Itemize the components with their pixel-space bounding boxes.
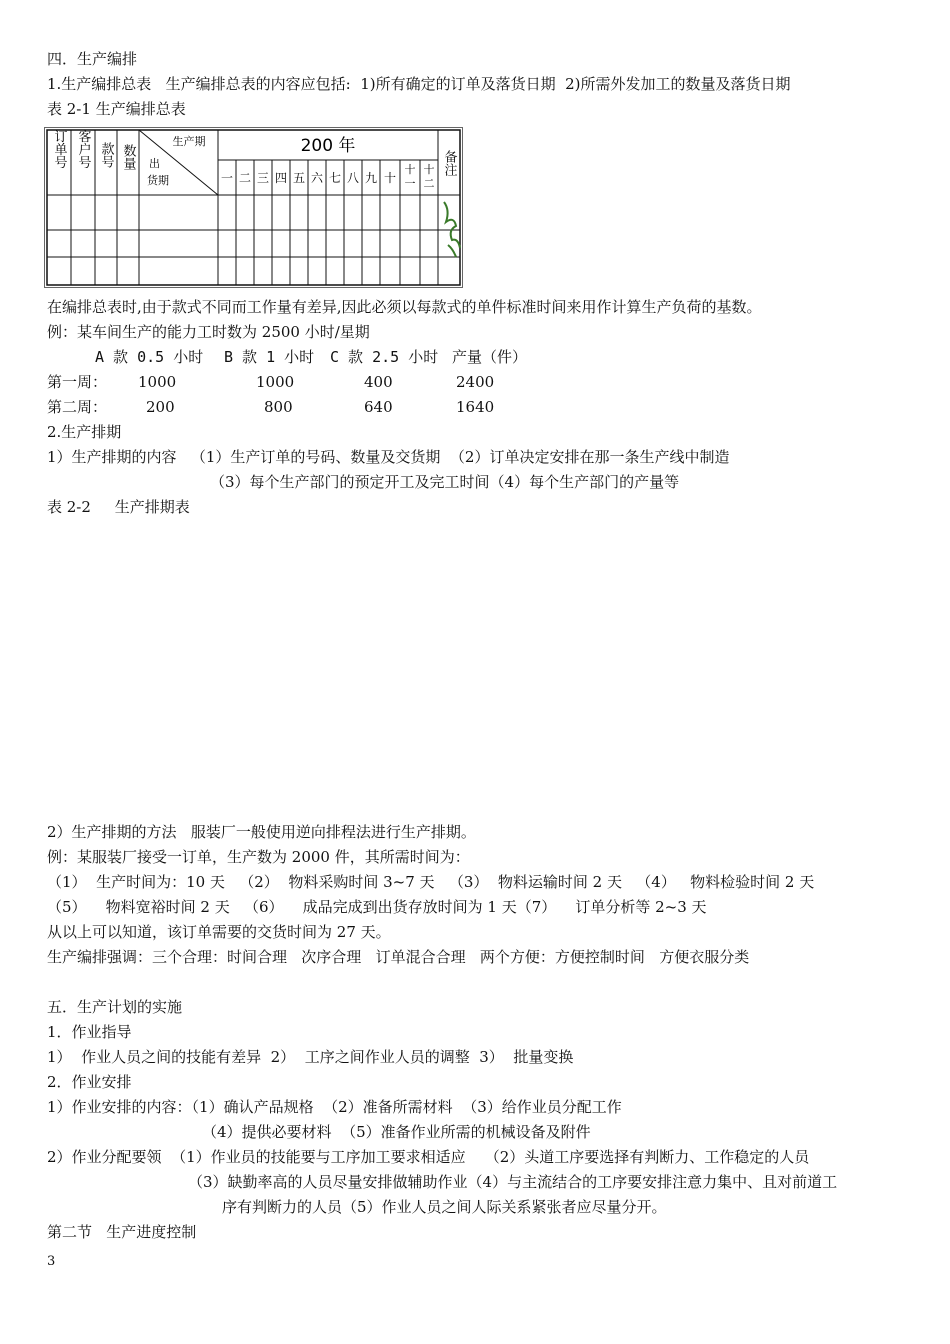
paragraph: 1） 作业人员之间的技能有差异 2） 工序之间作业人员的调整 3） 批量变换	[47, 1048, 574, 1066]
paragraph: （5） 物料宽裕时间 2 天 （6） 成品完成到出货存放时间为 1 天（7） 订单分析等 2~3 天	[47, 898, 707, 916]
paragraph: （4）提供必要材料 （5）准备作业所需的机械设备及附件	[202, 1123, 591, 1141]
paragraph: 在编排总表时,由于款式不同而工作量有差异,因此必须以每款式的单件标准时间来用作计算生产负荷的基数。	[47, 298, 762, 316]
header-ship-label-1: 出	[149, 157, 160, 170]
header-customer-no: 客户号	[75, 129, 91, 169]
header-ship-label-2: 货期	[147, 174, 169, 187]
paragraph: （1） 生产时间为：10 天 （2） 物料采购时间 3~7 天 （3） 物料运输时间 2 天 （4） 物料检验时间 2 天	[47, 873, 815, 891]
header-production-period: 生产期	[172, 135, 206, 148]
section-heading: 五．生产计划的实施	[47, 998, 183, 1016]
example-row-output: 1640	[456, 398, 495, 416]
paragraph: 例：某车间生产的能力工时数为 2500 小时/星期	[47, 323, 370, 341]
month-header: 六	[310, 171, 324, 185]
section-heading: 第二节 生产进度控制	[47, 1223, 197, 1241]
paragraph: 序有判断力的人员（5）作业人员之间人际关系紧张者应尽量分开。	[222, 1198, 667, 1216]
month-header: 七	[328, 171, 342, 185]
example-header-a: A 款 0.5 小时	[95, 348, 204, 366]
subheading: 1．作业指导	[47, 1023, 132, 1041]
paragraph: 2）生产排期的方法 服装厂一般使用逆向排程法进行生产排期。	[47, 823, 476, 841]
table-caption: 表 2-2 生产排期表	[47, 498, 190, 516]
month-header: 十	[383, 171, 397, 185]
example-header-b: B 款 1 小时	[224, 348, 315, 366]
month-header: 十一	[404, 163, 416, 190]
header-note: 备注	[441, 150, 457, 176]
paragraph: （3）缺勤率高的人员尽量安排做辅助作业（4）与主流结合的工序要安排注意力集中、且对前道工	[188, 1173, 838, 1191]
example-header-output: 产量（件）	[452, 348, 528, 366]
paragraph: 1）作业安排的内容：（1）确认产品规格 （2）准备所需材料 （3）给作业员分配工作	[47, 1098, 622, 1116]
paragraph: （3）每个生产部门的预定开工及完工时间（4）每个生产部门的产量等	[210, 473, 680, 491]
month-header: 十二	[423, 163, 435, 190]
month-header: 二	[238, 171, 252, 185]
example-row-c: 400	[364, 373, 393, 391]
header-style-no: 款号	[98, 142, 114, 168]
production-schedule-table	[44, 127, 464, 289]
paragraph: 生产编排强调：三个合理：时间合理 次序合理 订单混合合理 两个方便：方便控制时间 方便衣服分类	[47, 948, 750, 966]
month-header: 八	[346, 171, 360, 185]
header-year: 200 年	[300, 136, 356, 156]
header-quantity: 数量	[120, 144, 136, 170]
paragraph: 1.生产编排总表 生产编排总表的内容应包括: 1)所有确定的订单及落货日期 2)所需外发加工的数量及落货日期	[47, 75, 791, 93]
example-row-b: 800	[264, 398, 293, 416]
example-row-c: 640	[364, 398, 393, 416]
example-row-a: 200	[146, 398, 175, 416]
page-number: 3	[47, 1254, 56, 1269]
example-row-label: 第一周：	[47, 373, 108, 391]
paragraph: 1）生产排期的内容 （1）生产订单的号码、数量及交货期 （2）订单决定安排在那一条生产线中制造	[47, 448, 730, 466]
table-caption: 表 2-1 生产编排总表	[47, 100, 186, 118]
example-row-output: 2400	[456, 373, 495, 391]
section-heading: 四．生产编排	[47, 50, 138, 68]
subheading: 2.生产排期	[47, 423, 122, 441]
month-header: 九	[364, 171, 378, 185]
example-row-a: 1000	[138, 373, 177, 391]
month-header: 一	[220, 171, 234, 185]
month-header: 三	[256, 171, 270, 185]
example-row-b: 1000	[256, 373, 295, 391]
paragraph: 例：某服装厂接受一订单，生产数为 2000 件，其所需时间为：	[47, 848, 470, 866]
example-row-label: 第二周：	[47, 398, 108, 416]
month-header: 五	[292, 171, 306, 185]
month-header: 四	[274, 171, 288, 185]
example-header-c: C 款 2.5 小时	[330, 348, 439, 366]
paragraph: 从以上可以知道，该订单需要的交货时间为 27 天。	[47, 923, 391, 941]
paragraph: 2）作业分配要领 （1）作业员的技能要与工序加工要求相适应 （2）头道工序要选择有判断力、工作稳定的人员	[47, 1148, 810, 1166]
subheading: 2．作业安排	[47, 1073, 132, 1091]
header-order-no: 订单号	[51, 129, 67, 169]
